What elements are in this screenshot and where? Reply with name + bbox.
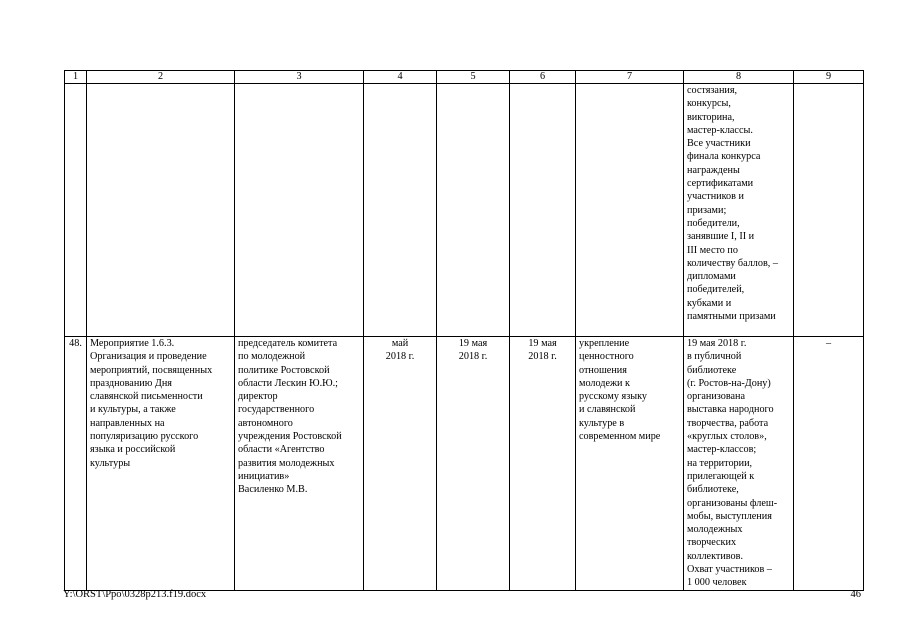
header-cell: 2 — [87, 71, 235, 84]
table-cell — [576, 84, 684, 337]
header-cell: 5 — [437, 71, 510, 84]
page-number: 46 — [850, 589, 861, 600]
table-cell — [437, 84, 510, 337]
actual-result-cell: 19 мая 2018 г. в публичной библиотеке (г. Ростов-на-Дону) организована выставка народного творчества, работа «круглых столов», мастер-классов; на территории, прилегающей к библиотеке, организованы флеш- мобы, выступления молодежных творческих коллективов. Охват участников – 1 000 человек — [684, 337, 794, 591]
event-cell: Мероприятие 1.6.3. Организация и проведение мероприятий, посвященных празднованию Дня славянской письменности и культуры, а также направленных на популяризацию русского языка и российской культуры — [87, 337, 235, 591]
expected-result-cell: укрепление ценностного отношения молодежи к русскому языку и славянской культуре в современном мире — [576, 337, 684, 591]
table-row-continued — [65, 84, 864, 337]
plan-date-cell: май 2018 г. — [364, 337, 437, 591]
table-cell — [235, 84, 364, 337]
table-cell — [87, 84, 235, 337]
responsible-cell: председатель комитета по молодежной политике Ростовской области Лескин Ю.Ю.; директор государственного автономного учреждения Ростовской области «Агентство развития молодежных инициатив» Василенко М.В. — [235, 337, 364, 591]
note-cell: – — [794, 337, 864, 591]
table-cell — [364, 84, 437, 337]
header-cell: 8 — [684, 71, 794, 84]
header-cell: 9 — [794, 71, 864, 84]
header-cell: 1 — [65, 71, 87, 84]
header-cell: 3 — [235, 71, 364, 84]
report-table — [64, 70, 864, 591]
table-cell — [794, 84, 864, 337]
table-cell — [510, 84, 576, 337]
header-cell: 7 — [576, 71, 684, 84]
header-cell: 4 — [364, 71, 437, 84]
start-date-cell: 19 мая 2018 г. — [437, 337, 510, 591]
header-cell: 6 — [510, 71, 576, 84]
row-number-cell: 48. — [65, 337, 87, 591]
table-row — [65, 337, 864, 591]
file-path: Y:\ORST\Ppo\0328p213.f19.docx — [63, 589, 207, 600]
end-date-cell: 19 мая 2018 г. — [510, 337, 576, 591]
table-header-row — [65, 71, 864, 84]
table-cell — [65, 84, 87, 337]
result-cell: состязания, конкурсы, викторина, мастер-классы. Все участники финала конкурса награждены сертификатами участников и призами; победители, занявшие I, II и III место по количеству баллов, – дипломами победителей, кубками и памятными призами — [684, 84, 794, 337]
